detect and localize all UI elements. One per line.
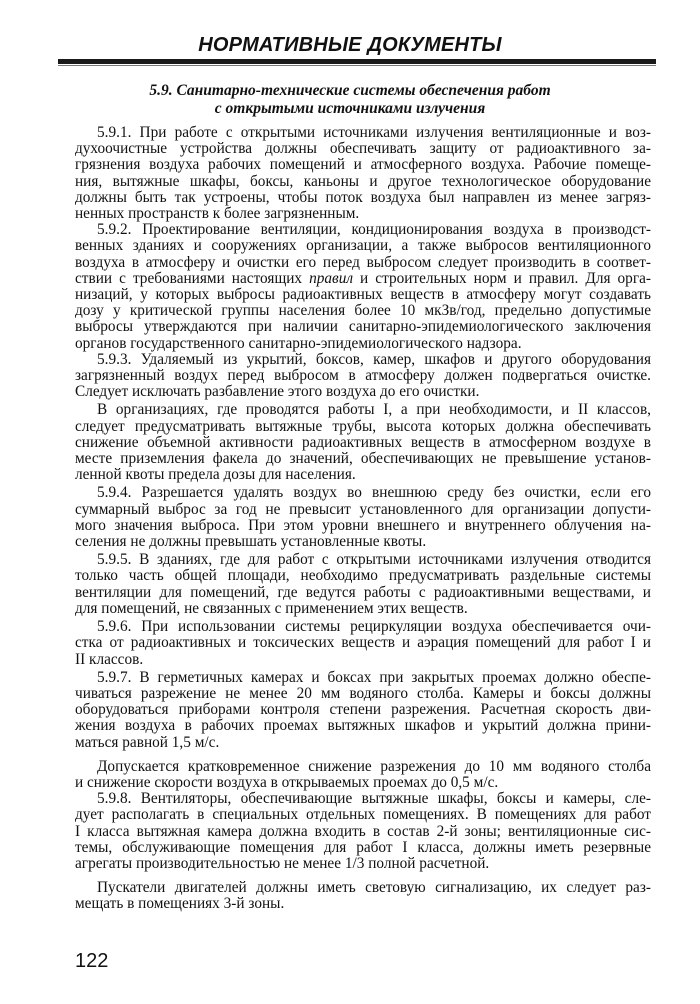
paragraph bbox=[75, 352, 651, 401]
text-line: вентиляции для помещений, где ведутся работы с радиоактивными веществами, и bbox=[75, 583, 651, 601]
text-line: селения не должны превышать установленные квоты. bbox=[75, 533, 427, 551]
text-line: органов государственного санитарно-эпидемиологического надзора. bbox=[75, 334, 522, 352]
text-line: ния, вытяжные шкафы, боксы, каньоны и другое технологическое оборудование bbox=[75, 172, 651, 190]
text-line: стка от радиоактивных и токсических веществ и аэрация помещений для работ I и bbox=[75, 634, 651, 652]
text-line: 5.9.4. Разрешается удалять воздух во внешнюю среду без очистки, если его bbox=[97, 484, 651, 502]
text-line: должны быть так устроены, чтобы поток воздуха был направлен из менее загряз- bbox=[75, 188, 651, 206]
paragraph bbox=[75, 791, 651, 872]
text-line: маться равной 1,5 м/с. bbox=[75, 733, 220, 751]
text-line: грязнения воздуха рабочих помещений и атмосферного воздуха. Рабочие помеще- bbox=[75, 156, 651, 174]
text-line: и снижение скорости воздуха в открываемых проемах до 0,5 м/с. bbox=[75, 773, 499, 791]
text-line: выбросы утверждаются при наличии санитарно-эпидемиологического заключения bbox=[75, 318, 651, 336]
text-line: Пускатели двигателей должны иметь световую сигнализацию, их следует раз- bbox=[97, 879, 651, 897]
paragraph bbox=[75, 552, 651, 617]
text-line: 5.9.6. При использовании системы рециркуляции воздуха обеспечивается очи- bbox=[97, 618, 651, 636]
text-line: месте приземления факела до значений, обеспечивающих не превышение установ- bbox=[75, 450, 651, 468]
text-line: мого значения выброса. При этом уровни внешнего и внутреннего облучения на- bbox=[75, 516, 651, 534]
text-line: оборудоваться приборами контроля степени разрежения. Расчетная скорость дви- bbox=[75, 701, 651, 719]
text-line: для помещений, не связанных с применением этих веществ. bbox=[75, 599, 468, 617]
text-line: 5.9.5. В зданиях, где для работ с открытыми источниками излучения отводится bbox=[97, 551, 651, 569]
text-line: В организациях, где проводятся работы I, а при необходимости, и II классов, bbox=[97, 401, 651, 419]
text-line: дозу у критической группы населения более 10 мкЗв/год, предельно допустимые bbox=[75, 302, 651, 320]
text-line: дует располагать в специальных отдельных помещениях. В помещениях для работ bbox=[75, 806, 651, 824]
text-line: духоочистные устройства должны обеспечивать защиту от радиоактивного за- bbox=[75, 140, 651, 158]
paragraph bbox=[75, 619, 651, 668]
paragraph bbox=[75, 222, 651, 352]
text-line: Допускается кратковременное снижение разрежения до 10 мм водяного столба bbox=[97, 757, 651, 775]
section-title-line: 5.9. Санитарно-технические системы обеспечения работ bbox=[149, 82, 551, 99]
text-line: темы, обслуживающие помещения для работ I класса, должны иметь резервные bbox=[75, 838, 651, 856]
text-line: следует предусматривать вытяжные трубы, высота которых должна обеспечивать bbox=[75, 417, 651, 435]
text-line: снижение объемной активности радиоактивных веществ в атмосферном воздухе в bbox=[75, 433, 651, 451]
text-line: II классов. bbox=[75, 650, 144, 668]
paragraph bbox=[75, 125, 651, 222]
text-line: воздуха в атмосферу и очистки его перед выбросом следует производить в соответ- bbox=[75, 253, 651, 271]
paragraph bbox=[75, 670, 651, 751]
section-title-line: с открытыми источниками излучения bbox=[214, 100, 486, 117]
text-line: венных зданиях и сооружениях организации, а также выбросов вентиляционного bbox=[75, 237, 651, 255]
text-line: ненных пространств к более загрязненным. bbox=[75, 205, 360, 223]
text-line: ствии с требованиями настоящих правил и строительных норм и правил. Для орга- bbox=[75, 269, 651, 287]
running-header: НОРМАТИВНЫЕ ДОКУМЕНТЫ bbox=[198, 34, 502, 56]
text-line: Следует исключать разбавление этого воздуха до его очистки. bbox=[75, 383, 480, 401]
header-rule bbox=[58, 59, 656, 64]
text-line: только часть общей площади, необходимо предусматривать раздельные системы bbox=[75, 567, 651, 585]
paragraph bbox=[75, 880, 651, 912]
text-line: I класса вытяжная камера должна входить в состав 2-й зоны; вентиляционные сис- bbox=[75, 822, 651, 840]
text-line: 5.9.1. При работе с открытыми источниками излучения вентиляционные и воз- bbox=[97, 124, 651, 141]
section-title bbox=[0, 82, 700, 118]
page-number: 122 bbox=[75, 950, 109, 972]
text-line: 5.9.3. Удаляемый из укрытий, боксов, камер, шкафов и другого оборудования bbox=[97, 350, 651, 368]
text-line: мещать в помещениях 3-й зоны. bbox=[75, 895, 285, 913]
header-rule-thin bbox=[58, 65, 656, 66]
text-line: 5.9.7. В герметичных камерах и боксах при закрытых проемах должно обеспе- bbox=[97, 668, 651, 686]
text-line: низаций, у которых выбросы радиоактивных веществ в атмосферу могут создавать bbox=[75, 286, 651, 304]
text-line: 5.9.2. Проектирование вентиляции, кондиционирования воздуха в производст- bbox=[97, 221, 651, 239]
body-text bbox=[75, 125, 651, 913]
paragraph bbox=[75, 759, 651, 791]
text-line: суммарный выброс за год не превысит установленного для организации допусти- bbox=[75, 500, 651, 518]
text-line: чиваться разрежение не менее 20 мм водяного столба. Камеры и боксы должны bbox=[75, 684, 651, 702]
emphasis: правил bbox=[309, 269, 354, 287]
text-line: агрегаты производительностью не менее 1/3 полной расчетной. bbox=[75, 854, 490, 872]
paragraph bbox=[75, 485, 651, 550]
text-line: ленной квоты предела дозы для населения. bbox=[75, 466, 356, 484]
text-line: 5.9.8. Вентиляторы, обеспечивающие вытяжные шкафы, боксы и камеры, сле- bbox=[97, 790, 651, 808]
paragraph bbox=[75, 402, 651, 483]
text-line: загрязненный воздух перед выбросом в атмосферу должен подвергаться очистке. bbox=[75, 367, 651, 385]
text-line: жения воздуха в рабочих проемах вытяжных шкафов и укрытий должна прини- bbox=[75, 717, 651, 735]
